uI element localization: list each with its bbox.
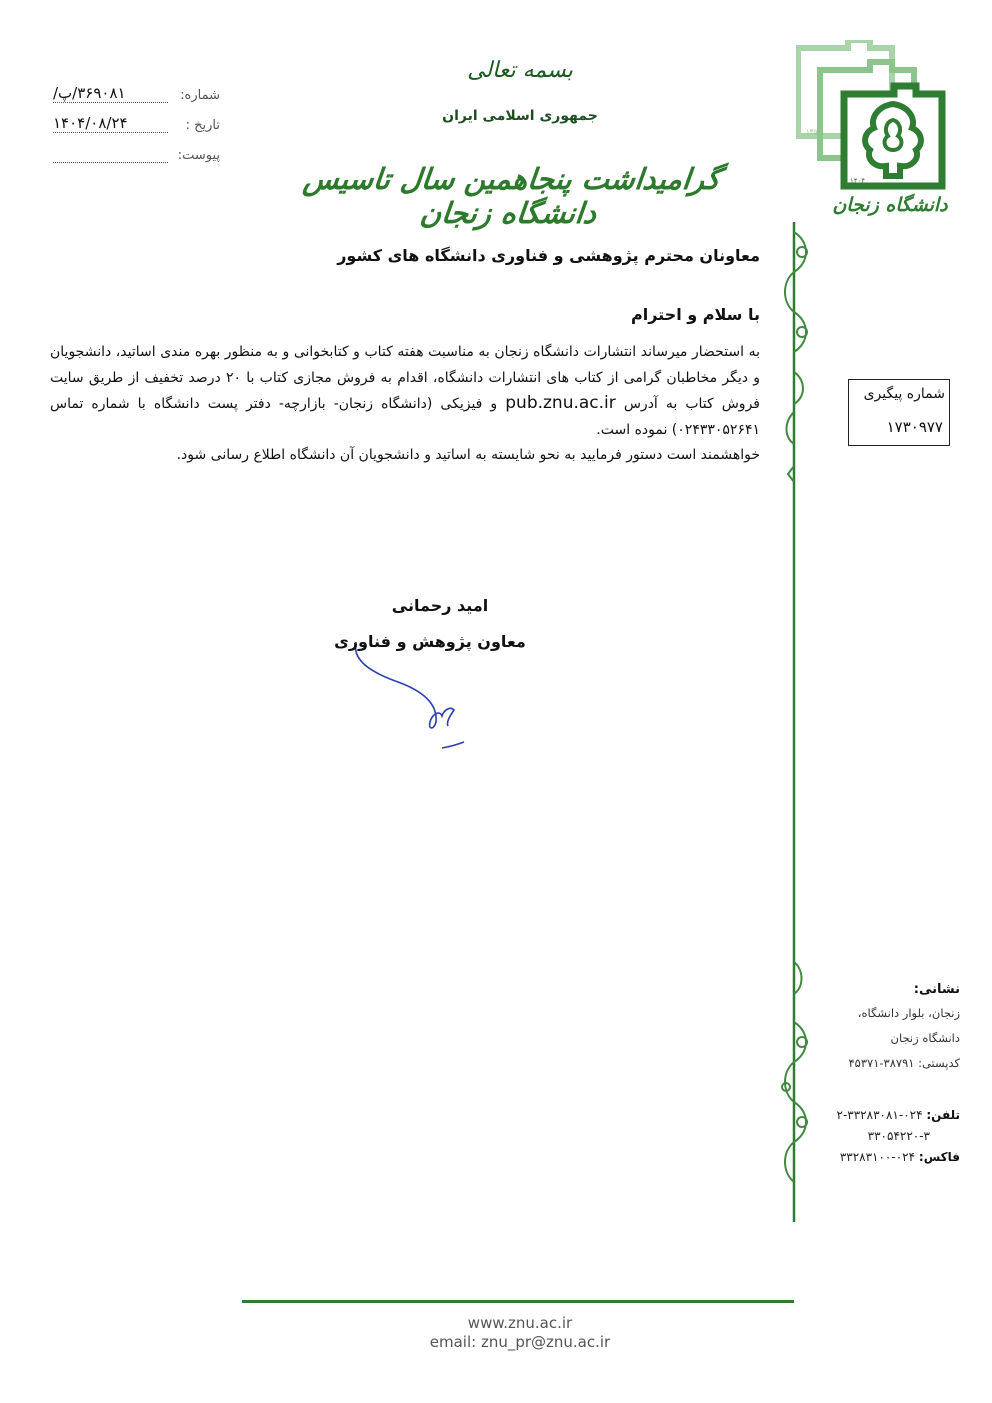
letter-date: [55, 116, 220, 138]
footer-email[interactable]: email: znu_pr@znu.ac.ir: [429, 1333, 611, 1351]
letter-attachment-value: [53, 144, 168, 163]
fax-label: فاکس:: [918, 1150, 960, 1164]
address-line-2: دانشگاه زنجان: [890, 1031, 960, 1045]
logo-year-founded: ۱۳۵۴: [806, 128, 822, 136]
anniversary-banner: گرامیداشت پنجاهمین سال تاسیس دانشگاه زنجان: [301, 162, 723, 230]
letter-number: [55, 86, 220, 108]
letter-attachment: [55, 146, 220, 168]
letter-body: [50, 340, 760, 469]
footer-website[interactable]: www.znu.ac.ir: [467, 1314, 573, 1332]
logo-year-current: ۱۴۰۴: [850, 177, 866, 185]
letter-attachment-label: پیوست:: [177, 148, 220, 163]
paragraph-1-start: به استحضار میرساند انتشارات دانشگاه زنجان به مناسبت هفته کتاب و کتابخوانی و به منظور بهره مندی اساتید، دانشجویان و دیگر مخاطبان گرامی از کتاب های انتشارات دانشگاه، اقدام به فروش مجازی کتاب با ۲۰ درصد تخفیف از طریق سایت فروش کتاب به آدرس: [50, 344, 760, 412]
website-link[interactable]: pub.znu.ac.ir: [505, 393, 616, 413]
bismillah: بسمه تعالی: [467, 58, 573, 83]
paragraph-1-end: و فیزیکی (دانشگاه زنجان- بازارچه- دفتر پست دانشگاه با شماره تماس ۰۲۴۳۳۰۵۲۶۴۱) نموده است.: [50, 396, 760, 438]
tracking-number-box: [848, 379, 950, 446]
letter-number-label: شماره:: [180, 88, 220, 103]
postal-code: کدپستی: ۳۸۷۹۱-۴۵۳۷۱: [848, 1056, 960, 1070]
tracking-number-value: ۱۷۳۰۹۷۷: [886, 418, 943, 436]
phone-number-1: ۰۲۴-۳۳۲۸۳۰۸۱-۲: [836, 1108, 923, 1122]
letter-date-value: ۱۴۰۴/۰۸/۲۴: [53, 114, 168, 133]
republic-title: جمهوری اسلامی ایران: [442, 108, 598, 124]
signatory-name: امید رحمانی: [391, 596, 489, 615]
letter-date-label: تاریخ :: [185, 118, 220, 133]
recipient-line: معاونان محترم پژوهشی و فناوری دانشگاه های کشور: [337, 246, 760, 265]
signatory-title: معاون پژوهش و فناوری: [334, 632, 526, 651]
tracking-number-label: شماره پیگیری: [863, 386, 945, 402]
phone-label: تلفن:: [926, 1108, 960, 1122]
ornamental-border: [780, 222, 820, 1222]
university-emblem-icon: [796, 40, 956, 220]
address-line-1: زنجان، بلوار دانشگاه،: [857, 1006, 960, 1020]
fax-line: [840, 1150, 960, 1164]
phone-line: [836, 1108, 960, 1122]
paragraph-1: [50, 340, 760, 443]
paragraph-2: خواهشمند است دستور فرمایید به نحو شایسته به اساتید و دانشجویان آن دانشگاه اطلاع رسانی شود.: [176, 447, 760, 463]
address-heading: نشانی:: [913, 982, 960, 997]
fax-number: ۰۲۴-۳۳۲۸۳۱۰۰: [839, 1150, 916, 1164]
university-logo: [796, 40, 956, 220]
footer-divider: [242, 1300, 794, 1303]
logo-university-name: دانشگاه زنجان: [832, 194, 948, 216]
greeting: با سلام و احترام: [631, 305, 760, 324]
letter-number-value: ۳۶۹۰۸۱/پ/: [53, 84, 168, 103]
phone-number-2: ۳۳۰۵۴۲۲۰-۳: [867, 1129, 930, 1143]
